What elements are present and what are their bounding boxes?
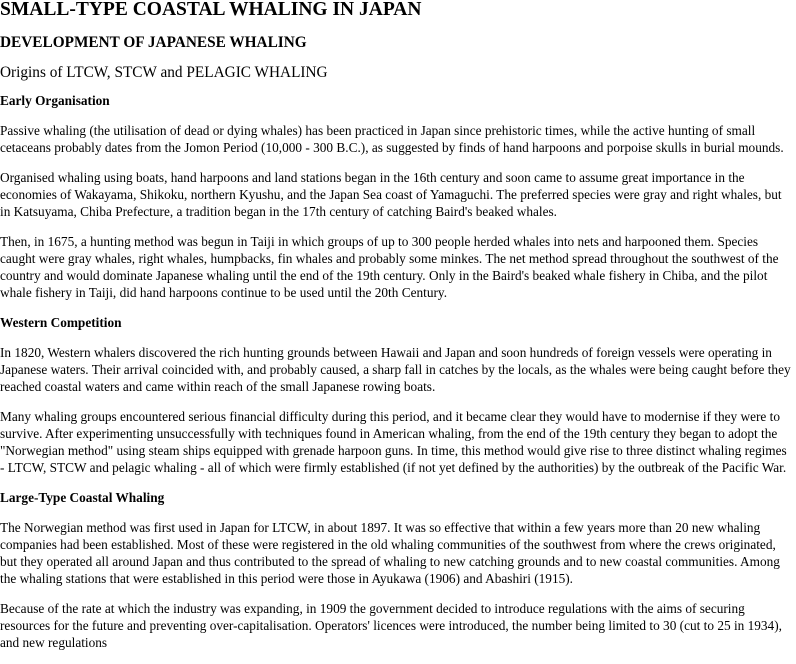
section-heading: DEVELOPMENT OF JAPANESE WHALING xyxy=(0,34,307,51)
heading-western-competition: Western Competition xyxy=(0,315,122,330)
paragraph: Passive whaling (the utilisation of dead or dying whales) has been practiced in Japan since prehistoric times, while the active hunting of small cetaceans probably dates from the Jomon Period (10,000 - 300 B.C.), as suggested by finds of hand harpoons and porpoise skulls in burial mounds. xyxy=(0,123,784,155)
heading-early-organisation: Early Organisation xyxy=(0,93,110,108)
subtitle: Origins of LTCW, STCW and PELAGIC WHALING xyxy=(0,64,328,81)
paragraph: The Norwegian method was first used in Japan for LTCW, in about 1897. It was so effective that within a few years more than 20 new whaling companies had been established. Most of these were registered in the old whaling communities of the southwest from where the crews originated, but they operated all around Japan and thus contributed to the spread of whaling to new catching grounds and to new coastal communities. Among the whaling stations that were established in this period were those in Ayukawa (1906) and Abashiri (1915). xyxy=(0,520,780,586)
paragraph: Because of the rate at which the industry was expanding, in 1909 the government decided to introduce regulations with the aims of securing resources for the future and preventing over-capitalisation. Operators' licences were introduced, the number being limited to 30 (cut to 25 in 1934), and new regulations xyxy=(0,601,782,650)
paragraph: Then, in 1675, a hunting method was begun in Taiji in which groups of up to 300 people herded whales into nets and harpooned them. Species caught were gray whales, right whales, humpbacks, fin whales and probably some minkes. The net method spread throughout the southwest of the country and would dominate Japanese whaling until the end of the 19th century. Only in the Baird's beaked whale fishery in Chiba, and the pilot whale fishery in Taiji, did hand harpoons continue to be used until the 20th Century. xyxy=(0,234,779,300)
paragraph: In 1820, Western whalers discovered the rich hunting grounds between Hawaii and Japan and soon hundreds of foreign vessels were operating in Japanese waters. Their arrival coincided with, and probably caused, a sharp fall in catches by the locals, as the whales were being caught before they reached coastal waters and came within reach of the small Japanese rowing boats. xyxy=(0,345,791,394)
article-body xyxy=(0,92,794,664)
page-title: SMALL-TYPE COASTAL WHALING IN JAPAN xyxy=(0,0,422,20)
paragraph: Many whaling groups encountered serious financial difficulty during this period, and it became clear they would have to modernise if they were to survive. After experimenting unsuccessfully with techniques found in American whaling, from the end of the 19th century they began to adopt the "Norwegian method" using steam ships equipped with grenade harpoon guns. In time, this method would give rise to three distinct whaling regimes - LTCW, STCW and pelagic whaling - all of which were firmly established (if not yet defined by the authorities) by the outbreak of the Pacific War. xyxy=(0,409,787,475)
paragraph: Organised whaling using boats, hand harpoons and land stations began in the 16th century and soon came to assume great importance in the economies of Wakayama, Shikoku, northern Kyushu, and the Japan Sea coast of Yamaguchi. The preferred species were gray and right whales, but in Katsuyama, Chiba Prefecture, a tradition began in the 17th century of catching Baird's beaked whales. xyxy=(0,170,782,219)
heading-large-type-coastal-whaling: Large-Type Coastal Whaling xyxy=(0,490,165,505)
